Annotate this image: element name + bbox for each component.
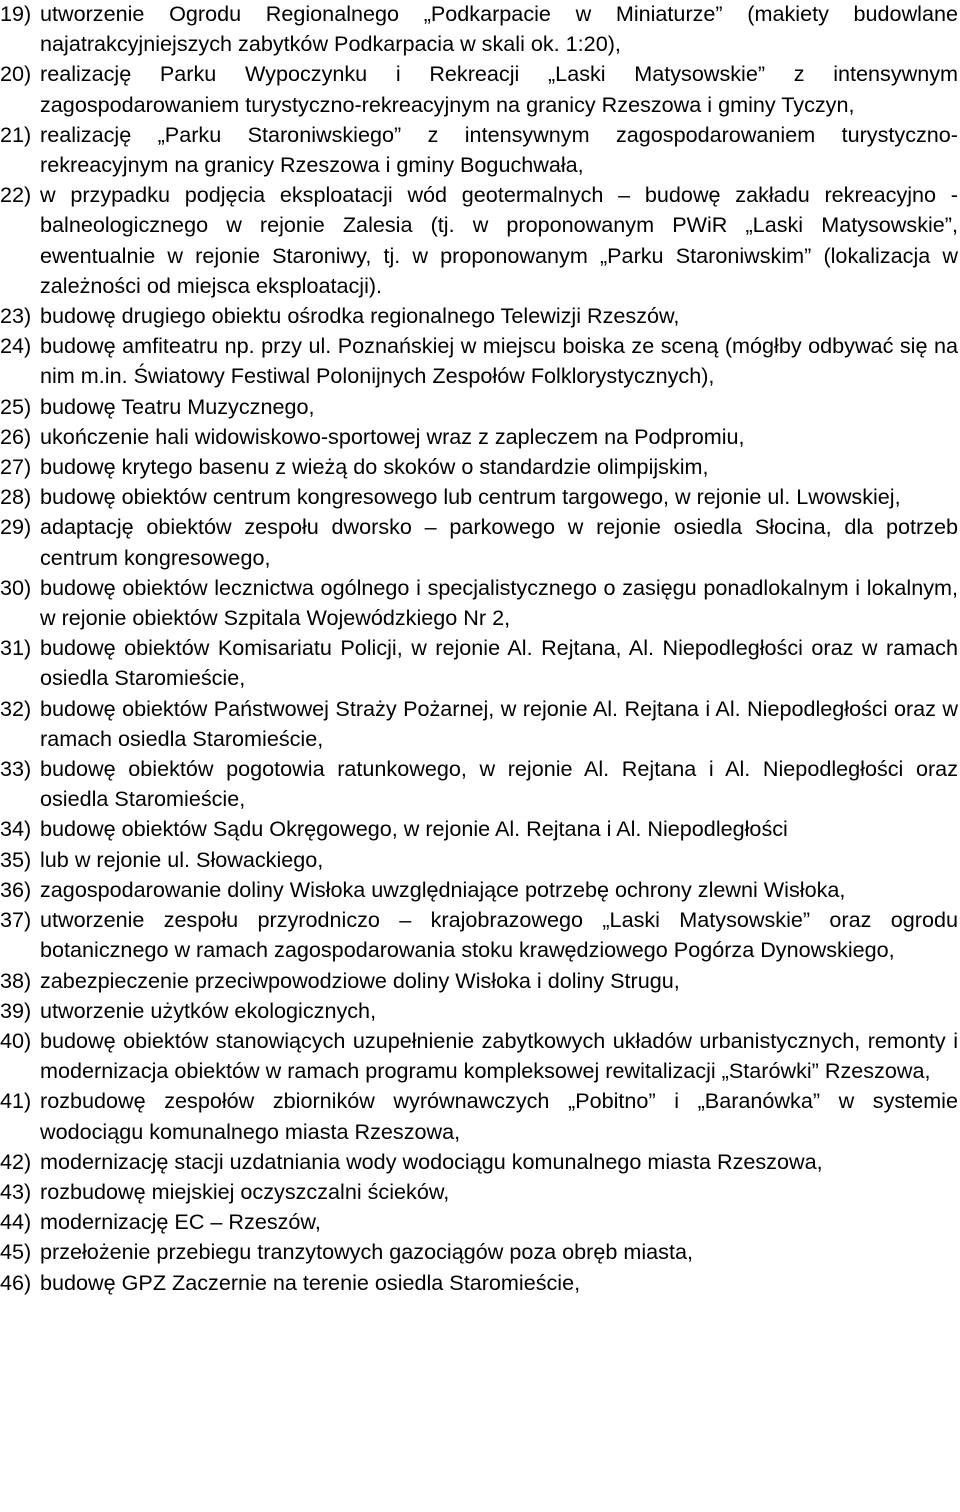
- item-text: utworzenie zespołu przyrodniczo – krajobrazowego „Laski Matysowskie” oraz ogrodu botanicznego w ramach zagospodarowania stoku krawędziowego Pogórza Dynowskiego,: [40, 907, 958, 963]
- list-item: [0, 966, 958, 996]
- item-number: 45): [0, 1239, 32, 1265]
- list-item: [0, 1147, 958, 1177]
- item-number: 28): [0, 484, 32, 510]
- item-text: realizację Parku Wypoczynku i Rekreacji „Laski Matysowskie” z intensywnym zagospodarowaniem turystyczno-rekreacyjnym na granicy Rzeszowa i gminy Tyczyn,: [40, 61, 958, 117]
- item-number: 24): [0, 333, 32, 359]
- list-item: [0, 875, 958, 905]
- list-item: [0, 845, 958, 875]
- item-number: 41): [0, 1088, 32, 1114]
- list-item: [0, 452, 958, 482]
- list-item: [0, 331, 958, 391]
- item-text: budowę drugiego obiektu ośrodka regionalnego Telewizji Rzeszów,: [40, 303, 680, 329]
- item-text: w przypadku podjęcia eksploatacji wód geotermalnych – budowę zakładu rekreacyjno - balneologicznego w rejonie Zalesia (tj. w proponowanym PWiR „Laski Matysowskie”, ewentualnie w rejonie Staroniwy, tj. w proponowanym „Parku Staroniwskim” (lokalizacja w zależności od miejsca eksploatacji).: [40, 182, 958, 298]
- item-text: utworzenie Ogrodu Regionalnego „Podkarpacie w Miniaturze” (makiety budowlane najatrakcyjniejszych zabytków Podkarpacia w skali ok. 1:20),: [40, 1, 958, 57]
- item-number: 46): [0, 1269, 32, 1295]
- list-item: [0, 0, 958, 59]
- list-item: [0, 301, 958, 331]
- list-item: [0, 1268, 958, 1298]
- list-item: [0, 633, 958, 693]
- item-text: modernizację stacji uzdatniania wody wodociągu komunalnego miasta Rzeszowa,: [40, 1148, 823, 1174]
- list-item: [0, 422, 958, 452]
- list-item: [0, 996, 958, 1026]
- list-item: [0, 573, 958, 633]
- item-number: 30): [0, 574, 32, 600]
- item-number: 20): [0, 61, 32, 87]
- item-number: 33): [0, 756, 32, 782]
- item-text: budowę obiektów Państwowej Straży Pożarnej, w rejonie Al. Rejtana i Al. Niepodległości oraz w ramach osiedla Staromieście,: [40, 695, 958, 751]
- item-text: budowę obiektów Komisariatu Policji, w rejonie Al. Rejtana, Al. Niepodległości oraz w ramach osiedla Staromieście,: [40, 635, 958, 691]
- item-number: 29): [0, 514, 32, 540]
- list-item: [0, 180, 958, 301]
- item-text: ukończenie hali widowiskowo-sportowej wraz z zapleczem na Podpromiu,: [40, 423, 745, 449]
- item-number: 19): [0, 1, 32, 26]
- item-text: budowę obiektów lecznictwa ogólnego i specjalistycznego o zasięgu ponadlokalnym i lokalnym, w rejonie obiektów Szpitala Wojewódzkiego Nr 2,: [40, 574, 958, 631]
- item-number: 23): [0, 303, 32, 329]
- list-item: [0, 814, 958, 844]
- list-item: [0, 905, 958, 965]
- item-number: 31): [0, 635, 32, 661]
- list-item: [0, 1177, 958, 1207]
- item-number: 22): [0, 182, 32, 208]
- list-item: [0, 512, 958, 572]
- item-text: budowę obiektów stanowiących uzupełnienie zabytkowych układów urbanistycznych, remonty i modernizacja obiektów w ramach programu kompleksowej rewitalizacji „Starówki” Rzeszowa,: [40, 1027, 958, 1084]
- item-number: 43): [0, 1178, 32, 1204]
- list-item: [0, 482, 958, 512]
- item-text: budowę Teatru Muzycznego,: [40, 393, 315, 419]
- item-number: 25): [0, 393, 32, 419]
- item-text: realizację „Parku Staroniwskiego” z intensywnym zagospodarowaniem turystyczno-rekreacyjnym na granicy Rzeszowa i gminy Boguchwała,: [40, 121, 958, 178]
- item-text: budowę krytego basenu z wieżą do skoków o standardzie olimpijskim,: [40, 454, 709, 480]
- item-number: 38): [0, 967, 32, 993]
- list-item: [0, 392, 958, 422]
- item-text: budowę obiektów pogotowia ratunkowego, w rejonie Al. Rejtana i Al. Niepodległości oraz osiedla Staromieście,: [40, 756, 958, 812]
- item-text: adaptację obiektów zespołu dworsko – parkowego w rejonie osiedla Słocina, dla potrzeb centrum kongresowego,: [40, 514, 958, 570]
- item-text: zabezpieczenie przeciwpowodziowe doliny Wisłoka i doliny Strugu,: [40, 967, 680, 993]
- item-text: zagospodarowanie doliny Wisłoka uwzględniające potrzebę ochrony zlewni Wisłoka,: [40, 876, 846, 902]
- item-number: 44): [0, 1209, 32, 1235]
- list-item: [0, 59, 958, 119]
- item-number: 34): [0, 816, 32, 842]
- item-number: 27): [0, 454, 32, 480]
- item-text: lub w rejonie ul. Słowackiego,: [40, 846, 324, 872]
- item-text: budowę obiektów Sądu Okręgowego, w rejonie Al. Rejtana i Al. Niepodległości: [40, 816, 788, 842]
- list-item: [0, 1086, 958, 1146]
- item-number: 36): [0, 876, 32, 902]
- item-number: 32): [0, 695, 32, 721]
- list-item: [0, 754, 958, 814]
- item-number: 37): [0, 907, 32, 933]
- item-number: 42): [0, 1148, 32, 1174]
- item-text: modernizację EC – Rzeszów,: [40, 1209, 321, 1235]
- item-number: 39): [0, 997, 32, 1023]
- item-text: budowę amfiteatru np. przy ul. Poznańskiej w miejscu boiska ze sceną (mógłby odbywać się na nim m.in. Światowy Festiwal Polonijnych Zespołów Folklorystycznych),: [40, 333, 958, 389]
- list-item: [0, 1026, 958, 1086]
- list-item: [0, 1237, 958, 1267]
- item-text: budowę GPZ Zaczernie na terenie osiedla Staromieście,: [40, 1269, 581, 1295]
- list-item: [0, 694, 958, 754]
- item-number: 35): [0, 846, 32, 872]
- item-number: 26): [0, 423, 32, 449]
- item-number: 40): [0, 1027, 32, 1053]
- item-number: 21): [0, 121, 32, 147]
- item-text: rozbudowę miejskiej oczyszczalni ścieków,: [40, 1178, 450, 1204]
- item-text: przełożenie przebiegu tranzytowych gazociągów poza obręb miasta,: [40, 1239, 693, 1265]
- item-text: utworzenie użytków ekologicznych,: [40, 997, 377, 1023]
- item-text: rozbudowę zespołów zbiorników wyrównawczych „Pobitno” i „Baranówka” w systemie wodociągu komunalnego miasta Rzeszowa,: [40, 1088, 958, 1144]
- list-item: [0, 1207, 958, 1237]
- list-item: [0, 120, 958, 180]
- item-text: budowę obiektów centrum kongresowego lub centrum targowego, w rejonie ul. Lwowskiej,: [40, 484, 901, 510]
